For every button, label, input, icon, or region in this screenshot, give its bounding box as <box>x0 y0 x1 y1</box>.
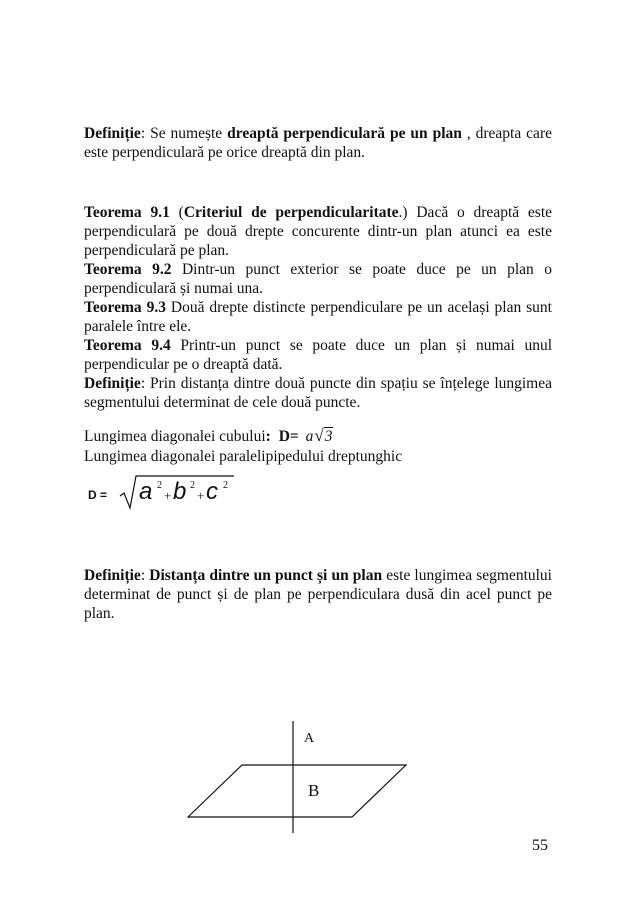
theorem-label: Teorema 9.1 <box>84 204 170 221</box>
definition-distance-points <box>84 374 552 412</box>
exponent: 2 <box>223 480 228 491</box>
theorem-9-4 <box>84 336 552 374</box>
theorem-9-1 <box>84 203 552 260</box>
definition-label: Definiție <box>84 567 141 584</box>
theorem-label: Teorema 9.4 <box>84 337 171 354</box>
figure-lines <box>180 715 420 835</box>
definition-text: , dreapta care este perpendiculară pe orice dreaptă din plan. <box>84 125 552 161</box>
theorem-text: Printr-un punct se poate duce un plan și numai unul perpendicular pe o dreaptă dată. <box>84 337 553 373</box>
definition-text: este lungimea segmentului determinat de punct și de plan pe perpendiculara dusă din acel punct pe plan. <box>84 567 552 622</box>
point-b-label: B <box>308 781 320 800</box>
theorems-block <box>84 203 552 412</box>
definition-text: Se numește <box>150 125 228 142</box>
radicand: 3 <box>324 428 333 445</box>
cube-diagonal-text: Lungimea diagonalei cubului <box>84 428 266 445</box>
parallelepiped-formula <box>84 472 244 512</box>
separator: : <box>140 125 151 142</box>
theorem-text: Două drepte distincte perpendiculare pe un același plan sunt paralele între ele. <box>84 299 552 335</box>
term-a: a <box>139 478 153 505</box>
colon: : <box>265 428 271 445</box>
parallelepiped-diagonal-text: Lungimea diagonalei paralelipipedului dreptunghic <box>84 448 403 465</box>
separator: : <box>140 567 150 584</box>
definition-text: : Prin distanța dintre două puncte din spațiu se înțelege lungimea segmentului determinat de cele două puncte. <box>84 375 552 411</box>
formula-variable: a <box>305 428 314 445</box>
theorem-label: Teorema 9.3 <box>84 299 166 316</box>
theorem-9-3 <box>84 298 552 336</box>
definition-perpendicular-line <box>84 124 552 162</box>
theorem-text: Dintr-un punct exterior se poate duce pe un plan o perpendiculară și numai una. <box>84 261 552 297</box>
formula-label: D= <box>278 428 299 445</box>
plane-perpendicular-figure <box>180 715 420 835</box>
plus-sign: + <box>197 488 205 503</box>
formula-label: D = <box>88 488 108 502</box>
definition-term: dreaptă perpendiculară pe un plan <box>227 125 462 142</box>
theorem-label: Teorema 9.2 <box>84 261 172 278</box>
definition-distance-point-plane <box>84 566 552 623</box>
exponent: 2 <box>157 480 162 491</box>
page-number: 55 <box>532 837 548 854</box>
term-c: c <box>206 478 218 505</box>
exponent: 2 <box>190 480 195 491</box>
plus-sign: + <box>164 488 172 503</box>
theorem-text: .) Dacă o dreaptă este perpendiculară pe două drepte concurente dintr-un plan atunci ea este perpendiculară pe plan. <box>84 204 553 259</box>
cube-diagonal-line <box>84 426 333 446</box>
point-a-label: A <box>304 731 315 746</box>
definition-term: Distanța dintre un punct și un plan <box>149 567 383 584</box>
theorem-text: ( <box>169 204 184 221</box>
theorem-9-2 <box>84 260 552 298</box>
theorem-term: Criteriul de perpendicularitate <box>183 204 399 221</box>
sqrt-symbol: √3 <box>314 426 333 445</box>
term-b: b <box>173 478 187 505</box>
definition-label: Definiție <box>84 375 141 392</box>
definition-label: Definiție <box>84 125 141 142</box>
